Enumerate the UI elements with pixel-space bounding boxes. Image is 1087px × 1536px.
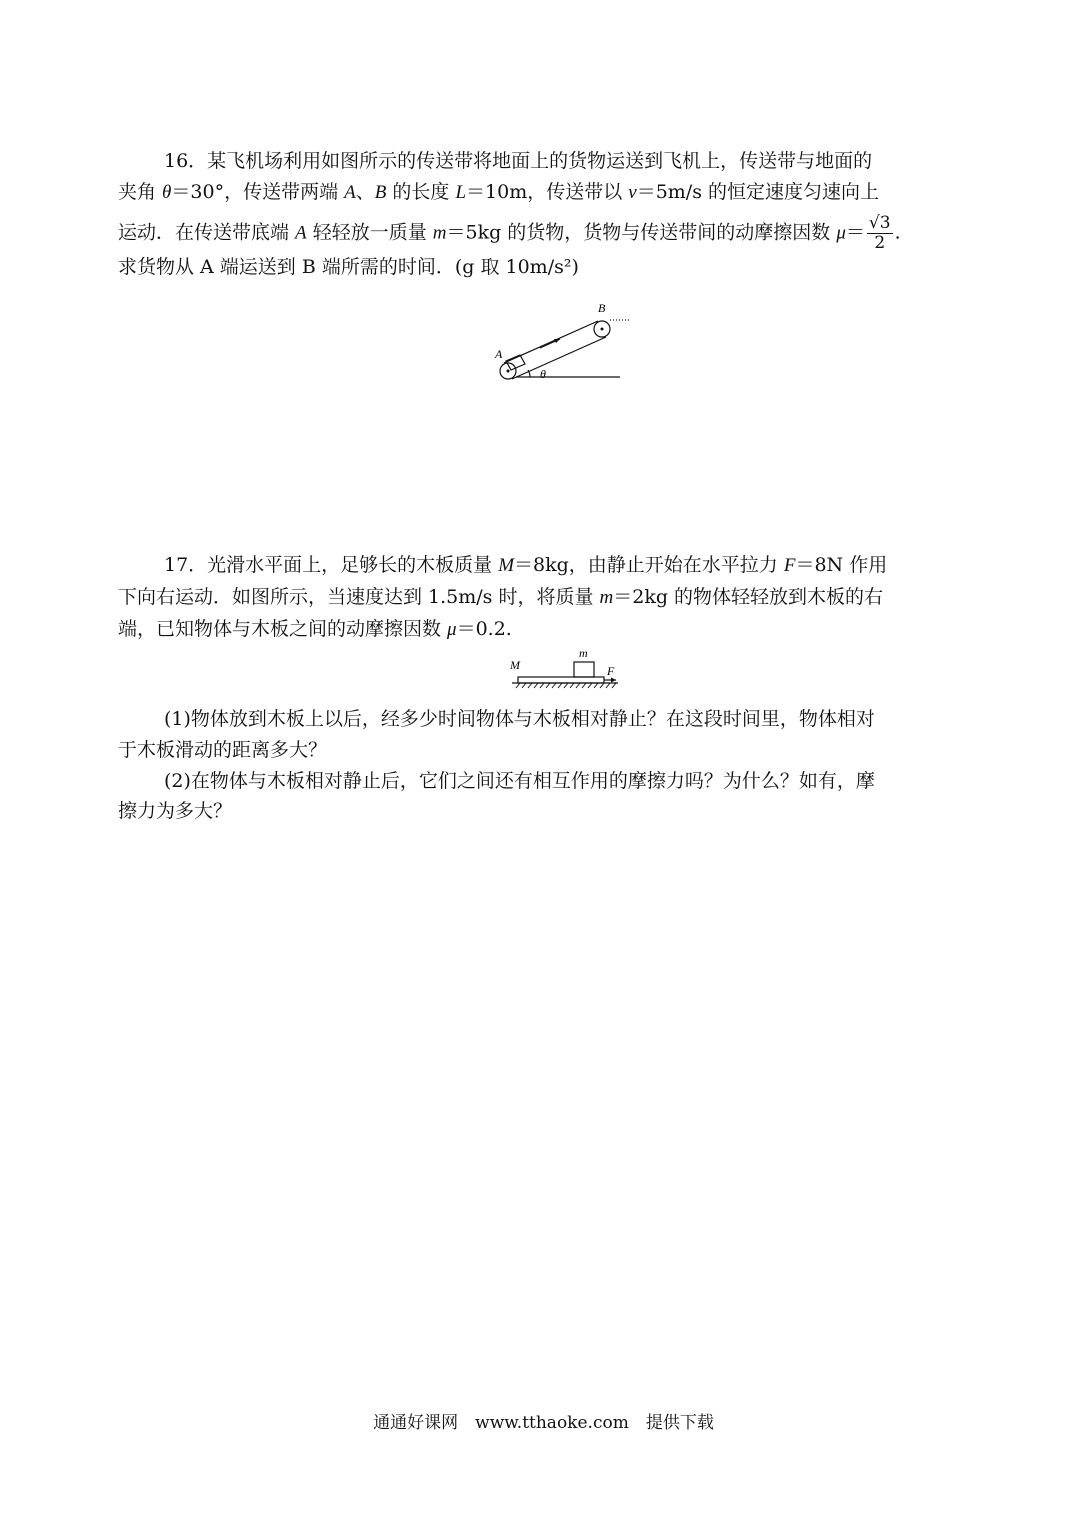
force-arrow-head [611, 678, 616, 683]
question-16 [118, 146, 970, 282]
conveyor-belt-figure [490, 298, 630, 388]
q16-line-2: 夹角 θ＝30°，传送带两端 A、B 的长度 L＝10m，传送带以 v＝5m/s 的恒定速度匀速向上 [118, 180, 879, 203]
q17-sub1-line-2: 于木板滑动的距离多大？ [118, 738, 328, 761]
label-b: B [598, 301, 606, 315]
board [518, 677, 604, 683]
board-block-figure [508, 645, 623, 691]
q16-line-1: 16．某飞机场利用如图所示的传送带将地面上的货物运送到飞机上，传送带与地面的 [164, 150, 873, 172]
bottom-pulley-axle [507, 370, 510, 373]
floor-hatching [516, 683, 616, 688]
top-pulley-axle [601, 328, 604, 331]
question-17-subparts [118, 704, 970, 827]
block [574, 662, 594, 677]
label-a: A [495, 347, 503, 361]
q16-line-3: 运动．在传送带底端 A 轻轻放一质量 m＝5kg 的货物，货物与传送带间的动摩擦因数 μ＝ $\frac{√3}{2}$ . [118, 212, 901, 253]
q16-line-4: 求货物从 A 端运送到 B 端所需的时间．(g 取 10m/s²) [118, 255, 579, 278]
label-f: F [607, 664, 615, 678]
label-small-m: m [579, 646, 588, 660]
label-big-m: M [510, 658, 520, 672]
sqrt3-over-2-fraction: $\frac{√3}{2}$ [868, 212, 891, 253]
q17-sub2-line-1: (2)在物体与木板相对静止后，它们之间还有相互作用的摩擦力吗？为什么？如有，摩 [164, 769, 875, 792]
q17-line-1: 17．光滑水平面上，足够长的木板质量 M＝8kg，由静止开始在水平拉力 F＝8N 作用 [164, 554, 888, 576]
belt-bottom [512, 337, 606, 379]
q17-line-2: 下向右运动．如图所示，当速度达到 1.5m/s 时，将质量 m＝2kg 的物体轻轻放到木板的右 [118, 585, 884, 608]
page-footer: 通通好课网 www.tthaoke.com 提供下载 [373, 1413, 714, 1433]
question-17 [118, 550, 970, 645]
q17-line-3: 端，已知物体与木板之间的动摩擦因数 μ＝0.2. [118, 617, 512, 640]
q17-sub1-line-1: (1)物体放到木板上以后，经多少时间物体与木板相对静止？在这段时间里，物体相对 [164, 708, 875, 730]
label-theta: θ [540, 367, 546, 381]
belt-top [504, 321, 598, 363]
q17-sub2-line-2: 擦力为多大？ [118, 800, 233, 823]
